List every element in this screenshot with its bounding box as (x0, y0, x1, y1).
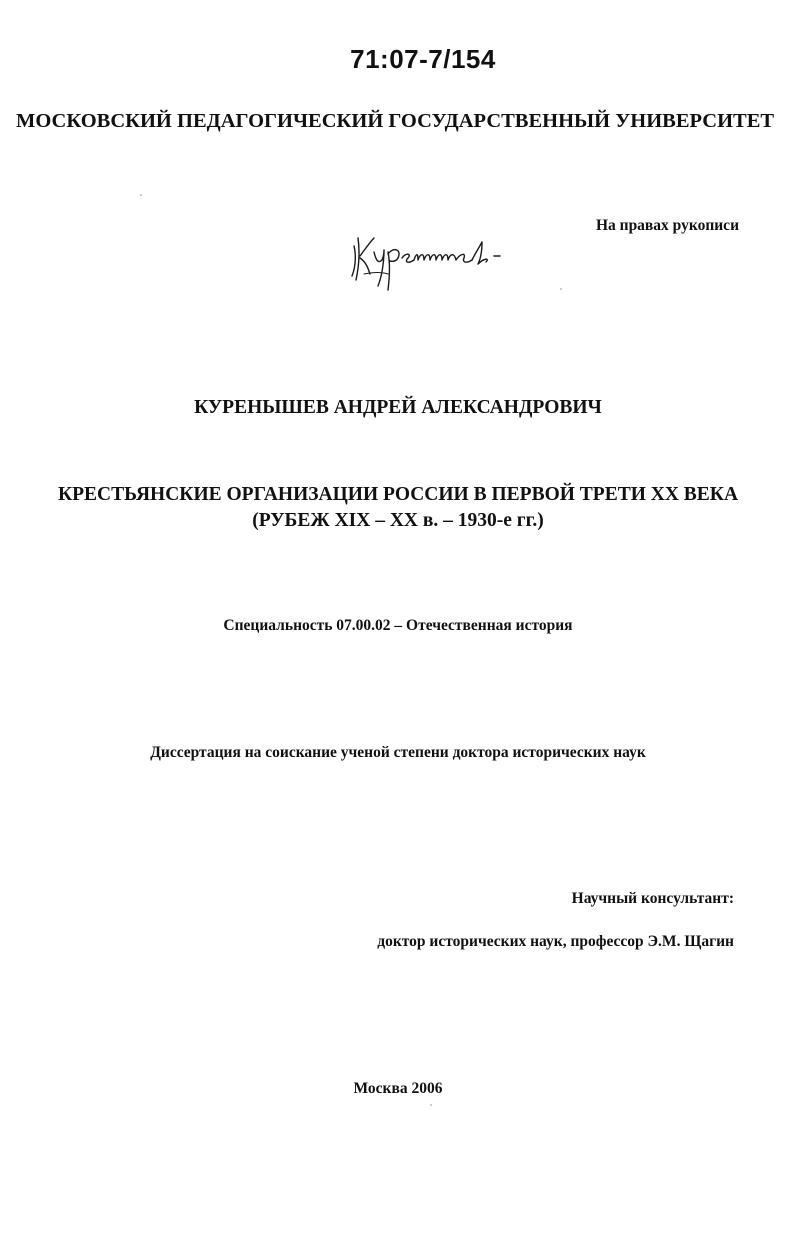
dissertation-title-line-1: КРЕСТЬЯНСКИЕ ОРГАНИЗАЦИИ РОССИИ В ПЕРВОЙ ТРЕТИ XX ВЕКА (57, 484, 739, 505)
consultant-label: Научный консультант: (571, 890, 734, 907)
handwritten-signature (344, 216, 534, 292)
scan-speck (560, 288, 562, 290)
scan-speck (140, 194, 142, 196)
consultant-name: доктор исторических наук, профессор Э.М. Щагин (377, 933, 734, 950)
manuscript-note: На правах рукописи (595, 217, 739, 234)
dissertation-title-line-2: (РУБЕЖ XIX – XX в. – 1930-е гг.) (252, 510, 544, 531)
scan-speck (430, 1104, 432, 1106)
degree-line: Диссертация на соискание ученой степени доктора исторических наук (150, 744, 646, 761)
specialty-line: Специальность 07.00.02 – Отечественная история (223, 617, 573, 634)
author-name: КУРЕНЫШЕВ АНДРЕЙ АЛЕКСАНДРОВИЧ (194, 397, 602, 418)
catalog-number: 71:07-7/154 (350, 44, 496, 74)
university-name: МОСКОВСКИЙ ПЕДАГОГИЧЕСКИЙ ГОСУДАРСТВЕННЫЙ УНИВЕРСИТЕТ (16, 110, 775, 132)
place-year: Москва 2006 (353, 1080, 443, 1097)
